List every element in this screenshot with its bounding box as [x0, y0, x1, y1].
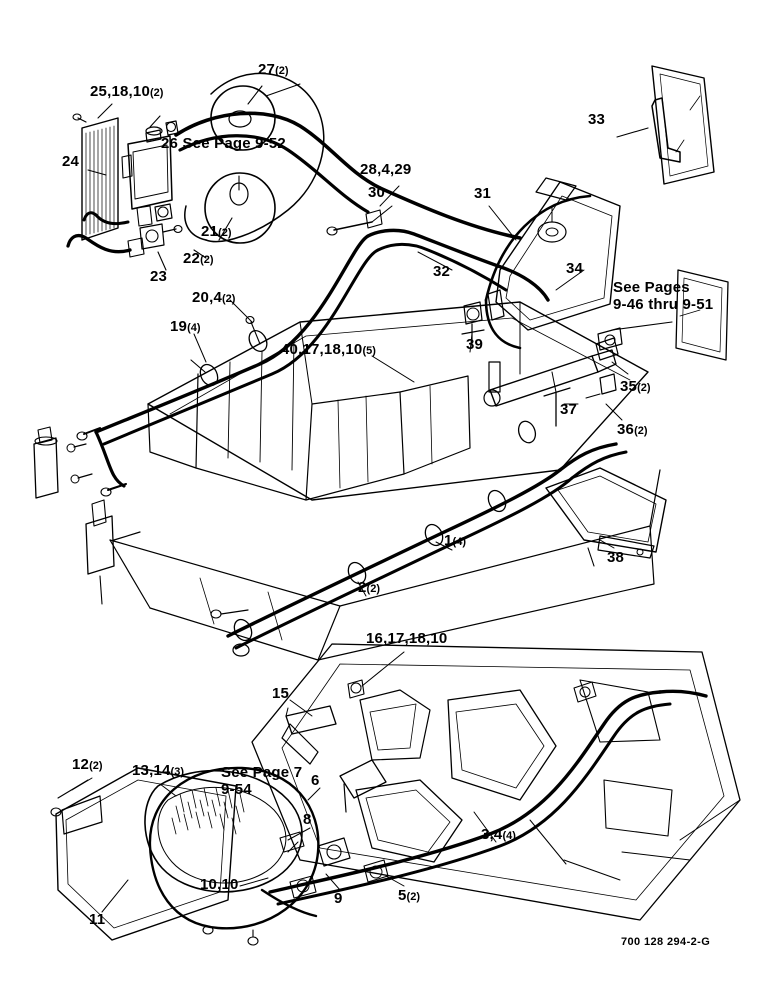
callout-11: 11 [89, 911, 106, 928]
callout-33: 33 [588, 111, 606, 128]
callout-25-18-10: 25,18,10(2) [90, 83, 164, 100]
callout-19: 19(4) [170, 318, 201, 335]
callout-see-pages-9-46-9-51: See Pages 9-46 thru 9-51 [613, 279, 714, 314]
callout-see-page-9-54: See Page 7 9-54 [221, 764, 303, 799]
callout-39: 39 [466, 336, 484, 353]
callout-31: 31 [474, 185, 492, 202]
callout-22: 22(2) [183, 250, 214, 267]
callout-36: 36(2) [617, 421, 648, 438]
callout-38: 38 [607, 549, 625, 566]
callout-3-4: 3,4(4) [481, 826, 516, 843]
callout-1: 1(4) [444, 532, 466, 549]
callout-15: 15 [272, 685, 290, 702]
callout-35: 35(2) [620, 378, 651, 395]
callout-10-10: 10,10 [200, 876, 239, 893]
callout-8: 8 [303, 811, 312, 828]
callout-13-14: 13,14(3) [132, 762, 184, 779]
callout-37: 37 [560, 401, 578, 418]
callout-5: 5(2) [398, 887, 420, 904]
callout-20-4: 20,4(2) [192, 289, 236, 306]
callout-28-4-29: 28,4,29 [360, 161, 412, 178]
callout-34: 34 [566, 260, 584, 277]
callout-6: 6 [311, 772, 320, 789]
callout-27: 27(2) [258, 61, 289, 78]
callout-21: 21(2) [201, 223, 232, 240]
callout-32: 32 [433, 263, 451, 280]
callout-2: 2(2) [358, 579, 380, 596]
callout-12: 12(2) [72, 756, 103, 773]
callout-26-see-page: 26 See Page 9-52 [161, 135, 286, 152]
callout-16-17-18-10: 16,17,18,10 [366, 630, 448, 647]
callout-9: 9 [334, 890, 343, 907]
callout-40-17-18-10: 40,17,18,10(5) [281, 341, 376, 358]
drawing-part-number: 700 128 294-2-G [621, 936, 711, 948]
callout-24: 24 [62, 153, 80, 170]
callout-23: 23 [150, 268, 168, 285]
callout-30: 30 [368, 184, 386, 201]
